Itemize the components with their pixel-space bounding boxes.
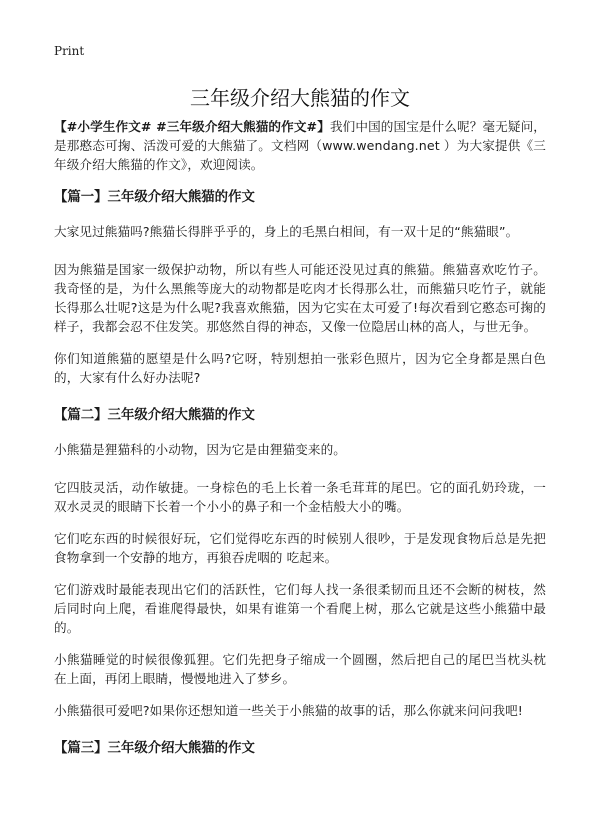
section-1-paragraph-3: 你们知道熊猫的愿望是什么吗?它呀，特别想拍一张彩色照片，因为它全身都是黑白色的，大家有什么好办法呢? [54, 351, 546, 385]
intro-tag: 【#小学生作文# #三年级介绍大熊猫的作文#】 [54, 119, 330, 134]
section-2-paragraph-3: 它们吃东西的时候很好玩，它们觉得吃东西的时候别人很吵，于是发现食物后总是先把食物拿到一个安静的地方，再狼吞虎咽的 吃起来。 [54, 531, 546, 565]
section-1-paragraph-1: 大家见过熊猫吗?熊猫长得胖乎乎的，身上的毛黑白相间，有一双十足的“熊猫眼”。 [54, 224, 519, 239]
section-2-paragraph-1: 小熊猫是狸猫科的小动物，因为它是由狸猫变来的。 [54, 442, 346, 457]
section-1-heading: 【篇一】三年级介绍大熊猫的作文 [54, 190, 255, 205]
intro-text: 我们中国的国宝是什么呢？毫无疑问，是那憨态可掬、活泼可爱的大熊猫了。文档网（www.wendang.net ）为大家提供《三年级介绍大熊猫的作文》，欢迎阅读。 [54, 119, 546, 172]
section-2-paragraph-5: 小熊猫睡觉的时候很像狐狸。它们先把身子缩成一个圆圈，然后把自己的尾巴当枕头枕在上面，再闭上眼睛，慢慢地进入了梦乡。 [54, 652, 546, 686]
section-2-paragraph-6: 小熊猫很可爱吧?如果你还想知道一些关于小熊猫的故事的话，那么你就来问问我吧! [54, 703, 523, 718]
intro-paragraph [54, 117, 546, 174]
page-title: 三年级介绍大熊猫的作文 [190, 86, 410, 110]
section-1-paragraph-2: 因为熊猫是国家一级保护动物，所以有些人可能还没见过真的熊猫。熊猫喜欢吃竹子。我奇怪的是，为什么黑熊等庞大的动物都是吃肉才长得那么壮，而熊猫只吃竹子，就能长得那么壮呢?这是为什么呢?我喜欢熊猫，因为它实在太可爱了!每次看到它憨态可掬的样子，我都会忍不住发笑。那悠然自得的神态，又像一位隐居山林的高人，与世无争。 [54, 262, 546, 334]
section-2-heading: 【篇二】三年级介绍大熊猫的作文 [54, 408, 255, 423]
section-2-paragraph-2: 它四肢灵活，动作敏捷。一身棕色的毛上长着一条毛茸茸的尾巴。它的面孔奶玲珑，一双水灵灵的眼睛下长着一个小小的鼻子和一个金桔般大小的嘴。 [54, 480, 546, 514]
article-body [54, 117, 546, 773]
section-3-heading: 【篇三】三年级介绍大熊猫的作文 [54, 741, 255, 756]
print-link[interactable]: Print [54, 44, 85, 58]
section-2-paragraph-4: 它们游戏时最能表现出它们的活跃性，它们每人找一条很柔韧而且还不会断的树枝，然后同时向上爬，看谁爬得最快，如果有谁第一个看爬上树，那么它就是这些小熊猫中最的。 [54, 582, 546, 635]
